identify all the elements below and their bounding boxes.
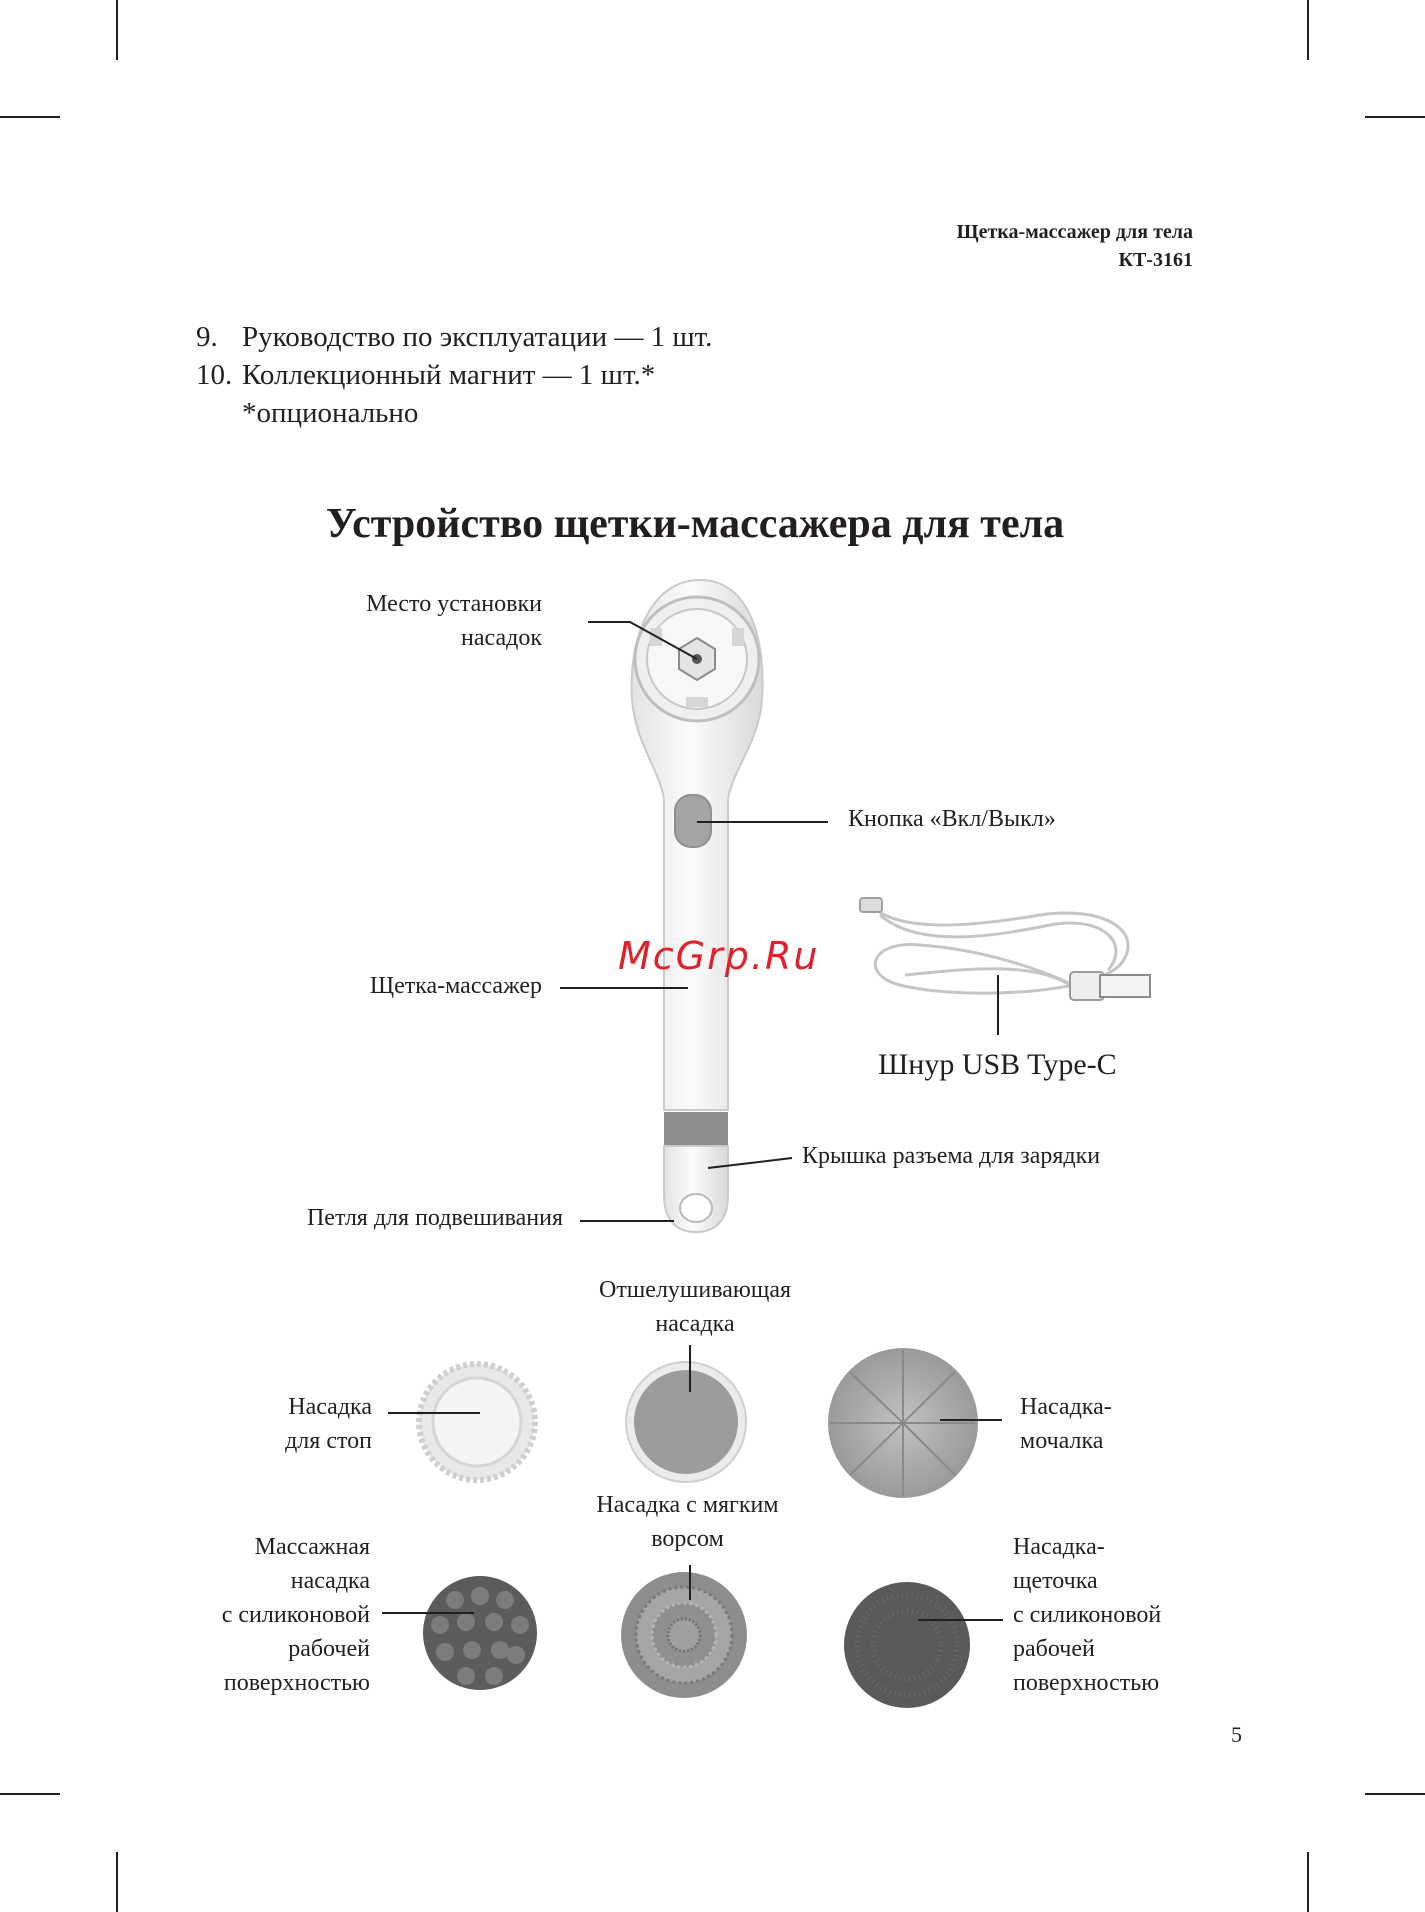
- label-line: насадка: [655, 1311, 735, 1337]
- label-foot-nozzle: [285, 1390, 372, 1458]
- label-line: с силиконовой: [221, 1602, 370, 1628]
- label-port-cover: Крышка разъема для зарядки: [802, 1143, 1101, 1169]
- list-item-text: Коллекционный магнит — 1 шт.*: [242, 359, 656, 391]
- label-soft-bristle: [565, 1488, 810, 1556]
- page-number: 5: [1231, 1722, 1242, 1747]
- label-line: рабочей: [288, 1636, 370, 1662]
- massager-body: [632, 580, 763, 1232]
- label-line: насадка: [290, 1568, 370, 1594]
- label-line: Насадка-: [1020, 1394, 1112, 1420]
- label-silicone-massage: [222, 1530, 370, 1700]
- usb-cable-image: [860, 898, 1150, 1000]
- silicone-brush-nozzle-image: [844, 1582, 970, 1708]
- exfoliating-nozzle-image: [626, 1362, 746, 1482]
- list-item-number: 9.: [196, 321, 218, 353]
- list-item-text: Руководство по эксплуатации — 1 шт.: [242, 321, 713, 353]
- label-line: с силиконовой: [1013, 1602, 1162, 1628]
- label-line: насадок: [461, 625, 542, 651]
- label-line: Массажная: [254, 1534, 370, 1560]
- label-line: поверхностью: [223, 1670, 370, 1696]
- label-line: Место установки: [366, 591, 542, 617]
- label-exfoliating: [565, 1273, 825, 1341]
- label-line: мочалка: [1020, 1428, 1104, 1454]
- label-line: Насадка с мягким: [596, 1492, 779, 1518]
- list-item-text: *опционально: [242, 397, 419, 429]
- label-nozzle-seat: [366, 587, 542, 655]
- label-line: щеточка: [1013, 1568, 1098, 1594]
- foot-nozzle-image: [419, 1364, 535, 1480]
- header-product-name: Щетка-массажер для тела: [956, 221, 1193, 243]
- label-hang-loop: Петля для подвешивания: [306, 1205, 563, 1231]
- list-item-number: 10.: [196, 359, 233, 391]
- label-usb-cable: Шнур USB Type-C: [878, 1048, 1117, 1081]
- watermark: McGrp.Ru: [618, 934, 820, 978]
- label-line: Насадка-: [1013, 1534, 1105, 1560]
- header-model: КТ-3161: [1118, 249, 1193, 271]
- label-line: для стоп: [285, 1428, 372, 1454]
- label-line: поверхностью: [1013, 1670, 1160, 1696]
- sponge-nozzle-image: [828, 1348, 978, 1498]
- label-line: Отшелушивающая: [598, 1277, 792, 1303]
- label-sponge-nozzle: [1020, 1390, 1112, 1458]
- label-silicone-brush: [1013, 1530, 1161, 1700]
- label-line: Насадка: [288, 1394, 372, 1420]
- section-title: Устройство щетки-массажера для тела: [325, 501, 1065, 547]
- label-power-button: Кнопка «Вкл/Выкл»: [848, 806, 1056, 832]
- soft-bristle-nozzle-image: [621, 1572, 747, 1698]
- label-massager: Щетка-массажер: [369, 973, 542, 999]
- silicone-massage-nozzle-image: [423, 1576, 537, 1690]
- label-line: рабочей: [1013, 1636, 1095, 1662]
- label-line: ворсом: [651, 1526, 724, 1552]
